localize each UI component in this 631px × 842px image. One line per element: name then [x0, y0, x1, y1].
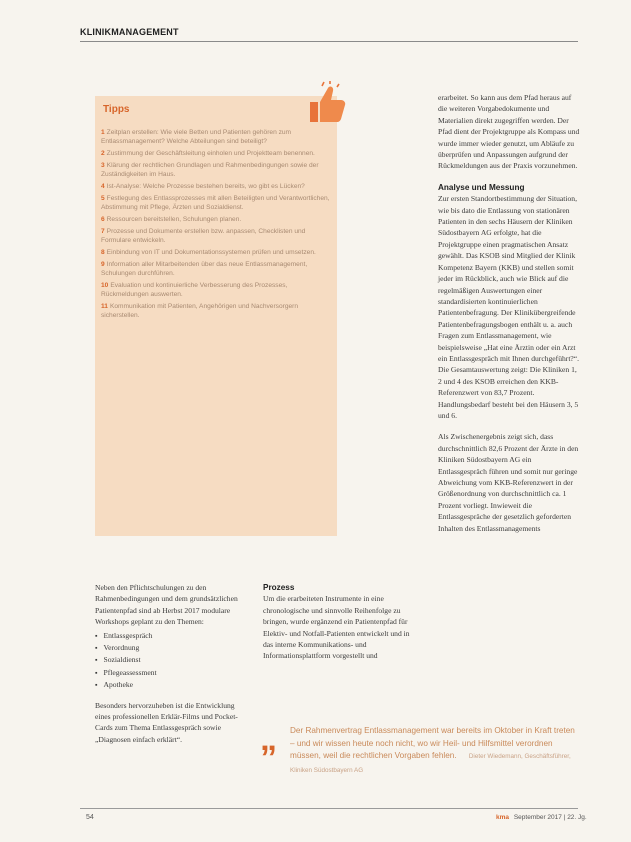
body-paragraph: Besonders hervorzuheben ist die Entwicklung eines professionellen Erklär-Films und Pocket-Cards zum Thema Entlassgespräch sowie „Diagnosen einfach erklärt“.: [95, 700, 238, 744]
header-divider: [80, 41, 578, 42]
tip-item: 1 Zeitplan erstellen: Wie viele Betten und Patienten gehören zum Entlassmanagement? Welche Abteilungen sind beteiligt?: [101, 129, 292, 145]
body-paragraph: Zur ersten Standortbestimmung der Situation, wie bis dato die Entlassung von stationären Patienten in den sechs Häusern der Kliniken Südostbayern AG erfolgte, hat die Projektgruppe einen pragmatischen Ansatz gewählt. Das KSOB sind Mitglied der Klinik Kompetenz Bayern (KKB) und stellen somit jeder im Rückblick, auch wie Blick auf die regelmäßigen Auswertungen einer standardisierten kontinuierlichen Patientenbefragung. Der Klinikübergreifende Patientenbefragungsbogen enthält u. a. auch Fragen zum Entlassmanagement, wie beispielsweise „Hat eine Ärztin oder ein Arzt ein Entlassgespräch mit Ihnen durchgeführt?“. Die Gesamtauswertung zeigt: Die Kliniken 1, 2 und 4 des KSOB erreichen den KKB-Referenzwert von 83,7 Prozent. Handlungsbedarf besteht bei den Häusern 3, 5 und 6.: [438, 194, 580, 420]
tip-item: 8 Einbindung von IT und Dokumentationssystemen prüfen und umsetzen.: [101, 249, 316, 256]
tip-item: 7 Prozesse und Dokumente erstellen bzw. anpassen, Checklisten und Formulare entwickeln.: [101, 228, 306, 244]
quote-mark-icon: „: [260, 720, 277, 758]
footer-issue: [496, 814, 587, 821]
workshop-topic-list: [95, 630, 247, 692]
tip-item: 3 Klärung der rechtlichen Grundlagen und Rahmenbedingungen sowie der Zuständigkeiten im Haus.: [101, 162, 319, 178]
tip-item: 11 Kommunikation mit Patienten, Angehörigen und Nachversorgern sicherstellen.: [101, 303, 299, 319]
tips-list: [101, 128, 331, 323]
body-paragraph: Neben den Pflichtschulungen zu den Rahmenbedingungen und dem grundsätzlichen Patientenpfad sind ab Herbst 2017 modulare Workshops geplant zu den Themen:: [95, 583, 238, 627]
left-column: [95, 582, 247, 745]
tip-item: 10 Evaluation und kontinuierliche Verbesserung des Prozesses, Rückmeldungen auswerten.: [101, 282, 288, 298]
tip-item: 5 Festlegung des Entlassprozesses mit allen Beteiligten und Verantwortlichen, Abstimmung mit Pflege, Ärzten und Sozialdienst.: [101, 195, 330, 211]
page-number: 54: [86, 814, 94, 821]
pull-quote: [290, 725, 580, 777]
right-column: [438, 92, 580, 534]
list-item: ▪ Verordnung: [95, 642, 247, 654]
quote-text: Der Rahmenvertrag Entlassmanagement war bereits im Oktober in Kraft treten – und wir wissen heute noch nicht, wo wir Heil- und Hilfsmittel verordnen müssen, weil die rechtlichen Vorgaben fehlen.: [290, 726, 575, 760]
brand-logo: kma: [496, 814, 510, 821]
body-paragraph: Als Zwischenergebnis zeigt sich, dass durchschnittlich 82,6 Prozent der Ärzte in den Kliniken Südostbayern AG ein Entlassgespräch führen und somit nur geringe Abweichung vom KKB-Referenzwert in der Größenordnung von durchschnittlich ca. 1 Prozent vorliegt. Inwieweit die Entlassgespräche der gesetzlich geforderten Inhalten des Entlassmanagements: [438, 432, 579, 533]
list-item: ▪ Apotheke: [95, 679, 247, 691]
tip-item: 2 Zustimmung der Geschäftsleitung einholen und Projektteam benennen.: [101, 150, 315, 157]
section-header: KLINIKMANAGEMENT: [80, 27, 179, 37]
footer-divider: [80, 808, 578, 809]
tips-box: [95, 96, 337, 536]
list-item: ▪ Entlassgespräch: [95, 630, 247, 642]
thumbs-up-icon: [302, 80, 350, 128]
issue-info: September 2017 | 22. Jg.: [513, 814, 587, 821]
section-heading: Analyse und Messung: [438, 182, 525, 192]
quote-author: Dieter Wiedemann, Geschäftsführer, Kliniken Südostbayern AG: [290, 753, 571, 774]
list-item: ▪ Sozialdienst: [95, 654, 247, 666]
tip-item: 6 Ressourcen bereitstellen, Schulungen planen.: [101, 216, 242, 223]
section-heading: Prozess: [263, 583, 295, 592]
tip-item: 4 Ist-Analyse: Welche Prozesse bestehen bereits, wo gibt es Lücken?: [101, 183, 305, 190]
body-paragraph: erarbeitet. So kann aus dem Pfad heraus auf die weiteren Vorgabedokumente und Materialien direkt zugegriffen werden. Der Pfad dient der Projektgruppe als Kompass und wurde immer wieder genutzt, um Abläufe zu überprüfen und Anpassungen aufgrund der Rückmeldungen aus der Praxis vorzunehmen.: [438, 93, 580, 171]
tip-item: 9 Information aller Mitarbeitenden über das neue Entlassmanagement, Schulungen durchführen.: [101, 261, 308, 277]
middle-column: [263, 582, 415, 662]
body-paragraph: Um die erarbeiteten Instrumente in eine chronologische und sinnvolle Reihenfolge zu bringen, wurde ergänzend ein Patientenpfad für Elektiv- und Notfall-Patienten entwickelt und in das interne Kommunikations- und Informationsplattform vorgestellt und: [263, 594, 410, 661]
tips-title: Tipps: [103, 104, 130, 115]
list-item: ▪ Pflegeassessment: [95, 667, 247, 679]
